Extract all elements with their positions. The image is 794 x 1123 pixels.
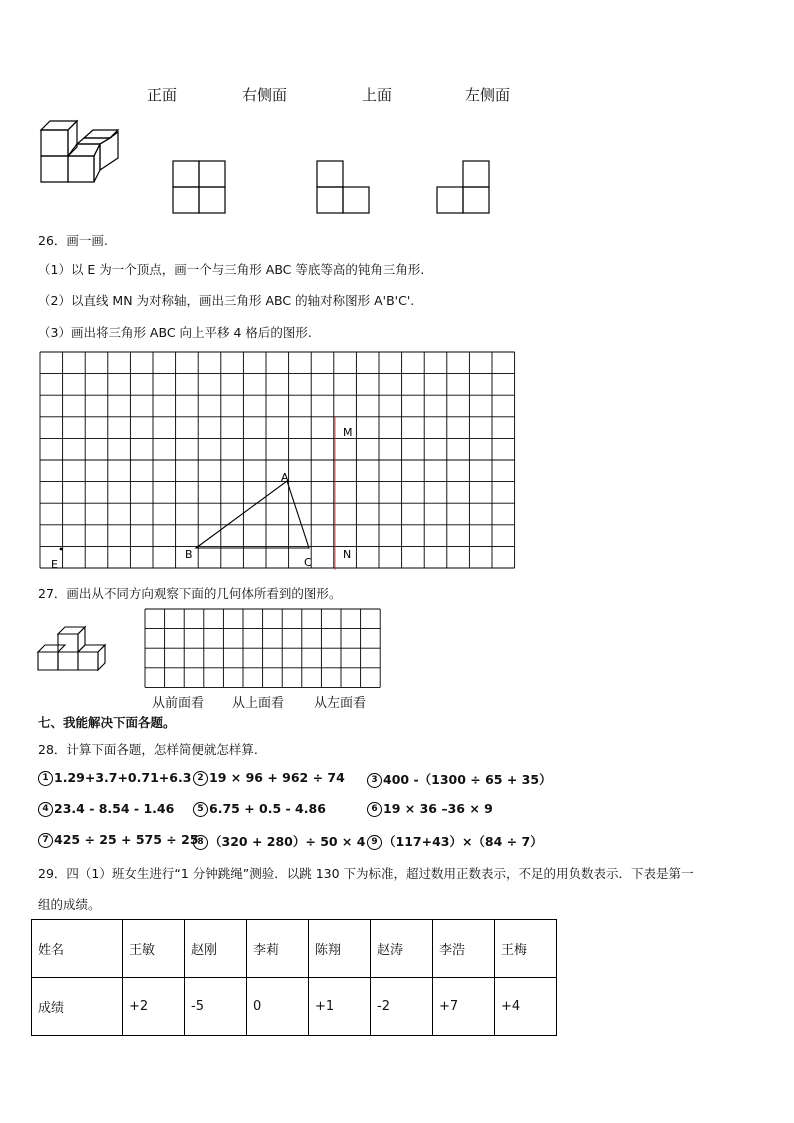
q26-grid-lines (40, 352, 515, 568)
problem-expression: （320 + 280）÷ 50 × 4 (209, 834, 366, 849)
problem-number-badge: 4 (38, 802, 53, 817)
q28-title: 28．计算下面各题，怎样简便就怎样算. (38, 742, 258, 757)
problem-expression: 19 × 36 –36 × 9 (383, 801, 493, 816)
table-row-scores (32, 978, 557, 1036)
view-front-shape (172, 160, 228, 216)
scores-table (31, 919, 557, 1036)
problem-expression: 19 × 96 + 962 ÷ 74 (209, 770, 345, 785)
q26-item-2: （2）以直线 MN 为对称轴，画出三角形 ABC 的轴对称图形 A'B'C'. (38, 293, 415, 308)
point-label-e: E (51, 558, 58, 571)
problem-expression: （117+43）×（84 ÷ 7） (383, 834, 543, 849)
table-cell-score: +1 (309, 978, 371, 1036)
table-cell-name: 李莉 (247, 920, 309, 978)
q28-problem (193, 832, 365, 850)
problem-number-badge: 5 (193, 802, 208, 817)
table-cell-score: 0 (247, 978, 309, 1036)
view-left-shape (436, 160, 492, 216)
table-cell-name: 李浩 (433, 920, 495, 978)
problem-expression: 425 ÷ 25 + 575 ÷ 25 (54, 832, 199, 847)
q28-problem (367, 801, 493, 817)
point-label-n: N (343, 548, 352, 561)
point-label-b: B (185, 548, 193, 561)
label-front: 正面 (147, 86, 178, 104)
q28-problem (38, 832, 199, 848)
problem-number-badge: 9 (367, 835, 382, 850)
point-e-dot (60, 548, 63, 551)
section-7-heading: 七、我能解决下面各题。 (38, 715, 176, 730)
problem-number-badge: 7 (38, 833, 53, 848)
q28-problem (193, 770, 345, 786)
point-label-c: C (304, 556, 312, 569)
q28-problem (367, 832, 543, 850)
q28-problem (367, 770, 552, 788)
table-cell-score: -2 (371, 978, 433, 1036)
view-right-shape (316, 160, 372, 216)
table-cell-score: +4 (495, 978, 557, 1036)
table-cell-score: +2 (123, 978, 185, 1036)
problem-expression: 1.29+3.7+0.71+6.3 (54, 770, 192, 785)
table-cell-name: 王梅 (495, 920, 557, 978)
q28-problem (38, 770, 191, 786)
q28-problem (38, 801, 174, 817)
q26-title: 26．画一画. (38, 233, 108, 248)
q27-title: 27．画出从不同方向观察下面的几何体所看到的图形。 (38, 586, 342, 601)
point-label-m: M (343, 426, 353, 439)
q26-item-3: （3）画出将三角形 ABC 向上平移 4 格后的图形. (38, 325, 312, 340)
problem-expression: 6.75 + 0.5 - 4.86 (209, 801, 326, 816)
table-cell-score: +7 (433, 978, 495, 1036)
table-cell-score: -5 (185, 978, 247, 1036)
q27-grid-lines (145, 609, 380, 687)
q27-label-front: 从前面看 (152, 696, 205, 711)
triangle-abc (196, 481, 309, 548)
q28-problem (193, 801, 326, 817)
problem-expression: 23.4 - 8.54 - 1.46 (54, 801, 175, 816)
problem-number-badge: 3 (367, 773, 382, 788)
problem-number-badge: 2 (193, 771, 208, 786)
cube-figure-1 (38, 118, 120, 184)
label-left-side: 左侧面 (465, 86, 511, 104)
cube-figure-2 (36, 624, 110, 680)
q29-line-1: 29．四（1）班女生进行“1 分钟跳绳”测验．以跳 130 下为标准，超过数用正数表示，不足的用负数表示．下表是第一 (38, 866, 694, 881)
table-header-score: 成绩 (32, 978, 123, 1036)
problem-number-badge: 1 (38, 771, 53, 786)
q29-line-2: 组的成绩。 (38, 897, 101, 912)
label-top: 上面 (362, 86, 393, 104)
q27-label-top: 从上面看 (232, 696, 285, 711)
problem-number-badge: 6 (367, 802, 382, 817)
q26-grid-figure (38, 350, 520, 572)
table-header-name: 姓名 (32, 920, 123, 978)
table-row-names (32, 920, 557, 978)
table-cell-name: 赵刚 (185, 920, 247, 978)
table-cell-name: 赵涛 (371, 920, 433, 978)
label-right-side: 右侧面 (242, 86, 288, 104)
problem-number-badge: 8 (193, 835, 208, 850)
table-cell-name: 王敏 (123, 920, 185, 978)
q26-item-1: （1）以 E 为一个顶点，画一个与三角形 ABC 等底等高的钝角三角形. (38, 262, 425, 277)
table-cell-name: 陈翔 (309, 920, 371, 978)
problem-expression: 400 -（1300 ÷ 65 + 35） (383, 772, 552, 787)
q27-grid (143, 607, 383, 691)
point-label-a: A (281, 471, 289, 484)
q27-label-left: 从左面看 (314, 696, 367, 711)
